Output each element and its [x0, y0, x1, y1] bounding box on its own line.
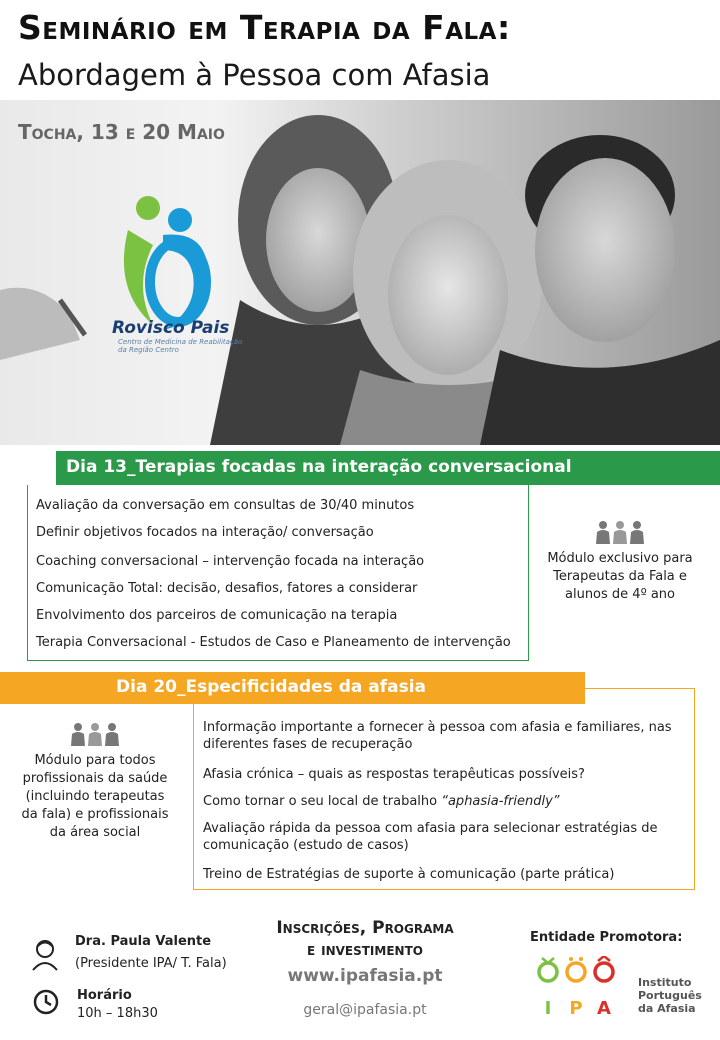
- note-line: alunos de 4º ano: [565, 587, 675, 602]
- note-line: profissionais da saúde: [22, 771, 168, 786]
- list-item: Avaliação da conversação em consultas de 30/40 minutos: [36, 498, 415, 513]
- note-line: da fala) e profissionais: [21, 807, 169, 822]
- logo-tagline-line2: da Região Centro: [118, 346, 179, 354]
- day13-audience-note: [530, 520, 710, 604]
- day13-title: Dia 13_Terapias focadas na interação conversacional: [66, 457, 572, 477]
- promoter-name: [638, 976, 702, 1015]
- list-item: Envolvimento dos parceiros de comunicação na terapia: [36, 608, 398, 623]
- group-icon: [69, 722, 121, 746]
- note-line: da área social: [49, 825, 141, 840]
- hours-value: 10h – 18h30: [77, 1006, 158, 1021]
- email-link[interactable]: geral@ipafasia.pt: [303, 1002, 427, 1018]
- website-link[interactable]: www.ipafasia.pt: [287, 966, 443, 986]
- registration-line2: e investimento: [307, 940, 423, 960]
- day20-title: Dia 20_Especificidades da afasia: [116, 677, 427, 697]
- ipa-letter-i: I: [544, 998, 552, 1018]
- list-item: Informação importante a fornecer à pessoa com afasia e familiares, nas diferentes fases de recuperação: [203, 720, 672, 752]
- promoter-label: Entidade Promotora:: [530, 930, 683, 945]
- coordinator-name: Dra. Paula Valente: [75, 934, 212, 949]
- registration-heading: [245, 917, 485, 961]
- logo-tagline-line1: Centro de Medicina de Reabilitação: [118, 338, 243, 346]
- note-line: (incluindo terapeutas: [25, 789, 165, 804]
- day13-list: [27, 485, 529, 661]
- list-item: [203, 793, 673, 810]
- day20-list: [193, 688, 695, 890]
- note-line: Terapeutas da Fala e: [553, 569, 687, 584]
- ipa-logo: [536, 956, 616, 1018]
- ipa-letter-p: P: [569, 998, 583, 1018]
- list-item: Terapia Conversacional - Estudos de Caso e Planeamento de intervenção: [36, 635, 511, 650]
- promoter-name-line: Português: [638, 989, 702, 1002]
- day13-header: [56, 451, 720, 485]
- note-line: Módulo para todos: [34, 753, 156, 768]
- hours-label: Horário: [77, 988, 132, 1003]
- list-item: Avaliação rápida da pessoa com afasia para selecionar estratégias de comunicação (estudo de casos): [203, 821, 658, 853]
- group-icon: [594, 520, 646, 544]
- person-icon: [30, 938, 60, 972]
- day20-header: [0, 672, 585, 704]
- logo-tagline: [118, 338, 242, 354]
- logo-name: Rovisco Pais: [112, 318, 230, 338]
- registration-line1: Inscrições, Programa: [276, 918, 454, 938]
- coordinator-role: (Presidente IPA/ T. Fala): [75, 956, 227, 971]
- promoter-name-line: da Afasia: [638, 1002, 696, 1015]
- ipa-letter-a: A: [597, 998, 611, 1018]
- list-item-emphasis: “aphasia-friendly”: [441, 794, 560, 809]
- list-item: Definir objetivos focados na interação/ conversação: [36, 525, 374, 540]
- note-line: Módulo exclusivo para: [547, 551, 693, 566]
- page-title: Seminário em Terapia da Fala:: [18, 8, 511, 47]
- clock-icon: [32, 988, 60, 1016]
- list-item: Afasia crónica – quais as respostas terapêuticas possíveis?: [203, 767, 585, 782]
- list-item: Treino de Estratégias de suporte à comunicação (parte prática): [203, 867, 615, 882]
- event-location-dates: Tocha, 13 e 20 Maio: [18, 120, 225, 144]
- day20-audience-note: [10, 722, 180, 842]
- list-item: Coaching conversacional – intervenção focada na interação: [36, 554, 425, 569]
- page-subtitle: Abordagem à Pessoa com Afasia: [18, 58, 491, 92]
- list-item: Comunicação Total: decisão, desafios, fatores a considerar: [36, 581, 418, 596]
- list-item-text: Como tornar o seu local de trabalho: [203, 794, 442, 809]
- promoter-name-line: Instituto: [638, 976, 692, 989]
